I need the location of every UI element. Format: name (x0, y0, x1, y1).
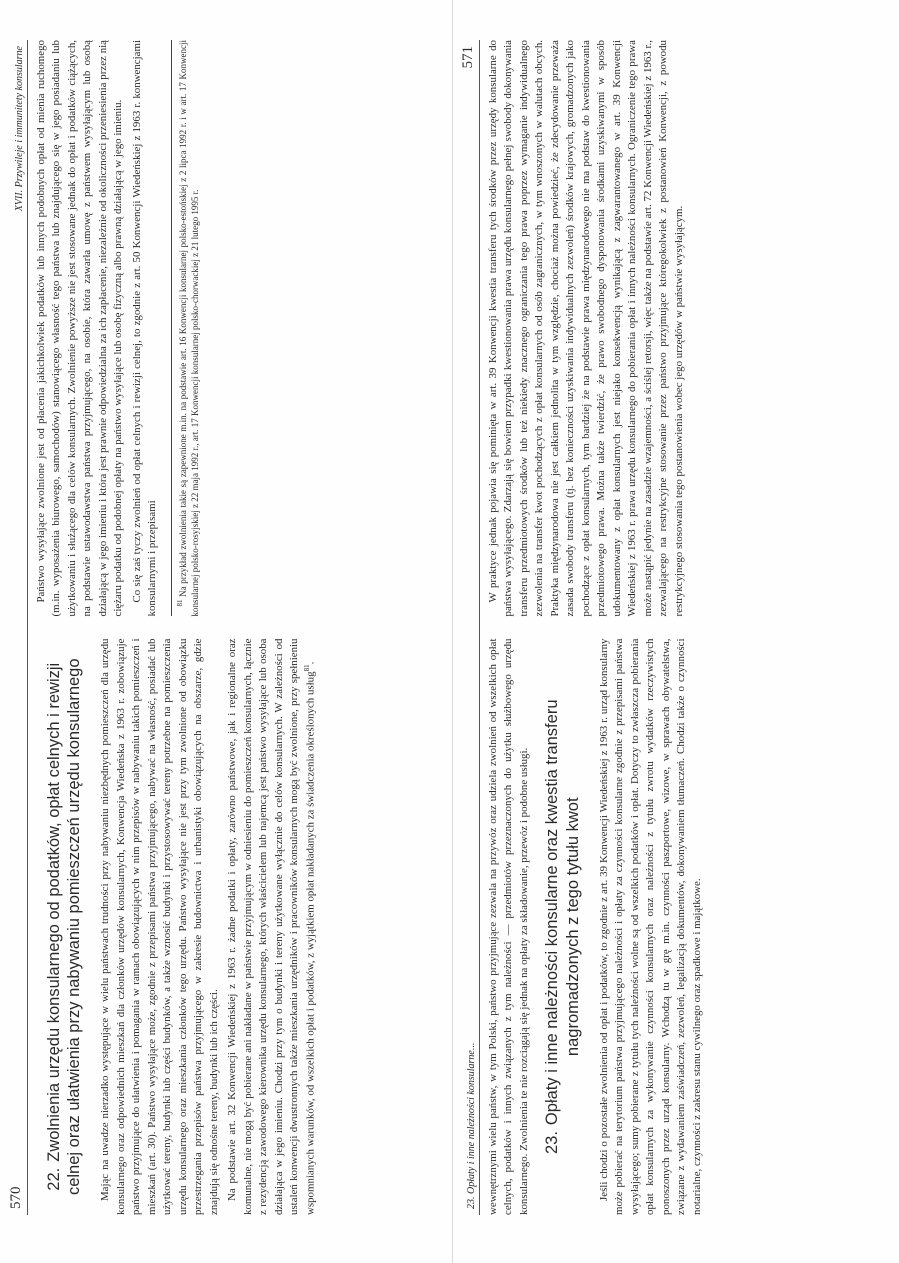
running-title-right: 23. Opłaty i inne należności konsularne... (466, 1042, 477, 1209)
section-22-heading (44, 647, 84, 1208)
paragraph: wewnętrznymi wielu państw, w tym Polski, państwo przyjmujące zezwala na przywóz oraz udziela zwolnień od wszelkich opłat celnych, podatków i innych związanych z tym należności — przedmiotów przeznaczonych do użytku służbowego urzędu konsularnego. Zwolnienia te nie rozciągają się jednak na opłaty za składowanie, przewóz i podobne usługi. (487, 638, 530, 1215)
footnote-mark: 81 (175, 599, 184, 607)
paragraph: Jeśli chodzi o pozostałe zwolnienia od opłat i podatków, to zgodnie z art. 39 Konwencji Wiedeńskiej z 1963 r. urząd konsularny może pobierać na terytorium państwa przyjmującego należności i opłaty za czynności konsularne zgodnie z przepisami państwa wysyłającego; sumy pobierane z tytułu tych należności wolne są od wszelkich podatków i opłat. Dotyczy to zwłaszcza pobierania opłat konsularnych za wykonywanie czynności konsularnych oraz należności z tytułu zwrotu wydatków rzeczywistych ponoszonych przez urząd konsularny. Wchodzą tu w grę m.in. czynności paszportowe, wizowe, w sprawach obywatelstwa, związane z wydawaniem zaświadczeń, zezwoleń, legalizacją dokumentów, dokonywaniem tłumaczeń. Chodzi także o czynności notarialne, czynności z zakresu stanu cywilnego oraz spadkowe i majątkowe. (597, 638, 703, 1215)
running-head-right (452, 40, 480, 1215)
section-22-title: Zwolnienia urzędu konsularnego od podatków, opłat celnych i rewizji celnej oraz ułatwienia przy nabywaniu pomieszczeń urzędu konsularnego (45, 658, 84, 1196)
paragraph: Co się zaś tyczy zwolnień od opłat celnych i rewizji celnej, to zgodnie z art. 50 Konwencji Wiedeńskiej z 1963 r. konwencjami konsularnymi i przepisami (130, 40, 159, 617)
left-column-2 (34, 40, 322, 617)
page-570 (0, 40, 440, 1215)
page-number-left: 570 (8, 1186, 24, 1209)
page-571 (452, 40, 892, 1215)
paragraph: Mając na uwadze nierzadko występujące w wielu państwach trudności przy nabywaniu niezbędnych pomieszczeń dla urzędu konsularnego oraz odpowiednich mieszkań dla członków urzędów konsularnych, Konwencja Wiedeńska z 1963 r. zobowiązuje państwo przyjmujące do ułatwienia i pomagania w ramach obowiązujących w nim przepisów w nabywaniu takich pomieszczeń i mieszkań (art. 30). Państwo wysyłające może, zgodnie z przepisami państwa przyjmującego, nabywać na własność, posiadać lub użytkować tereny, budynki lub części budynków, a także wznosić budynki i przystosowywać tereny potrzebne na pomieszczenia urzędu konsularnego oraz mieszkania członków tego urzędu. Państwo wysyłające nie jest przy tym zwolnione od obowiązku przestrzegania przepisów państwa przyjmującego w zakresie budownictwa i urbanistyki obowiązujących na obszarze, gdzie znajdują się odnośne tereny, budynki lub ich części. (99, 638, 220, 1215)
paragraph: Na podstawie art. 32 Konwencji Wiedeńskiej z 1963 r. żadne podatki i opłaty, zarówno państwowe, jak i regionalne oraz komunalne, nie mogą być pobierane ani nakładane w państwie przyjmującym w odniesieniu do pomieszczeń konsularnych, łącznie z rezydencją zawodowego kierownika urzędu konsularnego, których właścicielem lub najemcą jest państwo wysyłające lub osoba działająca w jego imieniu. Chodzi przy tym o budynki i tereny użytkowane wyłącznie do celów konsularnych. W zależności od ustaleń konwencji dwustronnych także mieszkania urzędników i pracowników konsularnych mogą być zwolnione, przy spełnieniu wspomnianych warunków, od wszelkich opłat i podatków, z wyjątkiem opłat nakładanych za świadczenia określonych usług$^{81}$. (226, 638, 317, 1215)
section-22-number: 22. (45, 1167, 63, 1191)
page-number-right: 571 (460, 46, 476, 69)
right-page-scan (452, 0, 899, 1263)
running-title-left: XVII. Przywileje i immunitety konsularne (14, 46, 25, 212)
footnote (171, 40, 202, 617)
section-23-heading (542, 647, 582, 1208)
paragraph-text: Na podstawie art. 32 Konwencji Wiedeńskiej z 1963 r. żadne podatki i opłaty, zarówno państwowe, jak i regionalne oraz komunalne, nie mogą być pobierane ani nakładane w państwie przyjmującym w odniesieniu do pomieszczeń konsularnych, łącznie z rezydencją zawodowego kierownika urzędu konsularnego, których właścicielem lub najemcą jest państwo wysyłające lub osoba działająca w jego imieniu. Chodzi przy tym o budynki i tereny użytkowane wyłącznie do celów konsularnych. W zależności od ustaleń konwencji dwustronnych także mieszkania urzędników i pracowników konsularnych mogą być zwolnione, przy spełnieniu wspomnianych warunków, od wszelkich opłat i podatków, z wyjątkiem opłat nakładanych za świadczenia określonych usług (226, 638, 317, 1215)
right-column-1 (486, 639, 708, 1216)
left-column-1 (34, 639, 322, 1216)
section-23-title: Opłaty i inne należności konsularne oraz kwestia transferu nagromadzonych z tego tytułu kwot (543, 699, 582, 1126)
running-head-left (0, 40, 28, 1215)
footnote-ref: 81 (302, 664, 311, 672)
paragraph: Państwo wysyłające zwolnione jest od płacenia jakichkolwiek podatków lub innych podobnych opłat od mienia ruchomego (m.in. wyposażenia biurowego, samochodów) stanowiącego własność tego państwa lub znajdującego się w jego posiadaniu lub użytkowaniu i służącego dla celów konsularnych. Zwolnienie powyższe nie jest stosowane jednak do opłat i podatków ciążących, na podstawie ustawodawstwa państwa przyjmującego, na osobie, która zawarła umowę z państwem wysyłającym lub osobą działającą w jego imieniu i która jest prawnie odpowiedzialna za ich zapłacenie, niezależnie od okoliczności przeniesienia przez nią ciężaru podatku od podobnej opłaty na państwo wysyłające lub osobę fizyczną albo prawną działającą w jego imieniu. (35, 40, 125, 617)
footnote-text: Na przykład zwolnienia takie są zapewnione m.in. na podstawie art. 16 Konwencji konsularnej polsko-estońskiej z 2 lipca 1992 r. i w art. 17 Konwencji konsularnej polsko-rosyjskiej z 22 maja 1992 r., art. 17 Konwencji konsularnej polsko-chorwackiej z 21 lutego 1995 r. (177, 39, 200, 617)
paragraph: W praktyce jednak pojawia się pominięta w art. 39 Konwencji kwestia transferu tych środków przez urzędy konsularne do państwa wysyłającego. Zdarzają się bowiem przypadki kwestionowania prawa urzędu konsularnego pełnej swobody dokonywania transferu przedmiotowych środków lub też niekiedy znacznego ograniczania tego prawa poprzez wymaganie indywidualnego zezwolenia na transfer kwot pochodzących z opłat konsularnych od osób zagranicznych, w tym wnoszonych w walutach obcych. Praktyka międzynarodowa nie jest całkiem jednolita w tym względzie, chociaż można powiedzieć, że zdecydowanie przeważa zasada swobody transferu (tj. bez konieczności uzyskiwania indywidualnych zezwoleń) środków krajowych, gromadzonych jako pochodzące z opłat konsularnych, tym bardziej że na podstawie prawa międzynarodowego nie ma podstaw do kwestionowania przedmiotowego prawa. Można także twierdzić, że prawo swobodnego dysponowania środkami uzyskiwanymi w sposób udokumentowany z opłat konsularnych jest niejako konsekwencją wynikającą z zagwarantowanego w art. 39 Konwencji Wiedeńskiej z 1963 r. prawa urzędu konsularnego do pobierania opłat i innych należności konsularnych. Ograniczenie tego prawa może nastąpić jedynie na zasadzie wzajemności, a ściślej retorsji, więc także na podstawie art. 72 Konwencji Wiedeńskiej z 1963 r., zezwalającego na restrykcyjne stosowanie przez państwo przyjmujące któregokolwiek z postanowień Konwencji, z powodu restrykcyjnego stosowania tego postanowienia wobec jego urzędów w państwie wysyłającym. (487, 40, 685, 617)
left-page-scan (0, 0, 448, 1263)
section-23-number: 23. (543, 1131, 562, 1154)
right-column-2 (486, 40, 708, 617)
